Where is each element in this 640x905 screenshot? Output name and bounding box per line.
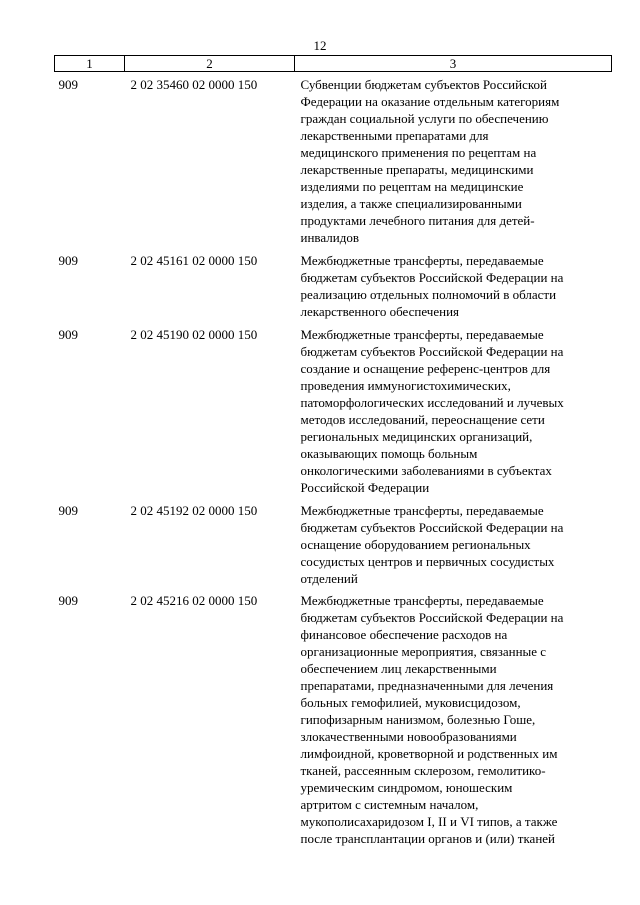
description-line: уремическим синдромом, юношеским xyxy=(300,780,513,795)
description-line: оснащение оборудованием региональных xyxy=(300,537,531,552)
description-line: лимфоидной, кроветворной и родственных им xyxy=(300,746,558,761)
column-header-1: 1 xyxy=(55,56,125,72)
description-cell xyxy=(295,320,612,496)
column-header-3: 3 xyxy=(295,56,612,72)
description-line: больных гемофилией, муковисцидозом, xyxy=(300,695,521,710)
description-line: тканей, рассеянным склерозом, гемолитико- xyxy=(300,763,546,778)
column-header-2: 2 xyxy=(125,56,295,72)
budget-classification-code-cell: 2 02 45192 02 0000 150 xyxy=(130,503,258,518)
description-line: Межбюджетные трансферты, передаваемые xyxy=(300,503,544,518)
description-line: граждан социальной услуги по обеспечению xyxy=(300,111,549,126)
description-line: отделений xyxy=(300,571,358,586)
description-line: лекарственного обеспечения xyxy=(300,304,460,319)
description-line: лекарственные препараты, медицинскими xyxy=(300,162,534,177)
description-line: бюджетам субъектов Российской Федерации на xyxy=(300,344,564,359)
description-line: организационные мероприятия, связанные с xyxy=(300,644,547,659)
description-cell xyxy=(295,246,612,320)
description-line: Федерации на оказание отдельным категориям xyxy=(300,94,560,109)
description-cell xyxy=(295,72,612,247)
page-number: 12 xyxy=(313,38,327,53)
description-line: препаратами, предназначенными для лечения xyxy=(300,678,554,693)
description-line: изделия, а также специализированными xyxy=(300,196,522,211)
description-line: бюджетам субъектов Российской Федерации на xyxy=(300,610,564,625)
description-line: артритом с системным началом, xyxy=(300,797,479,812)
description-line: оказывающих помощь больным xyxy=(300,446,478,461)
budget-classification-code-cell: 2 02 45190 02 0000 150 xyxy=(130,327,258,342)
budget-classification-code-cell: 2 02 45161 02 0000 150 xyxy=(130,253,258,268)
description-line: методов исследований, переоснащение сети xyxy=(300,412,545,427)
admin-code-cell: 909 xyxy=(58,327,78,342)
description-line: Межбюджетные трансферты, передаваемые xyxy=(300,327,544,342)
description-line: инвалидов xyxy=(300,230,359,245)
table-row xyxy=(55,246,612,320)
description-line: мукополисахаридозом I, II и VI типов, а также xyxy=(300,814,558,829)
budget-code-table xyxy=(54,55,612,847)
table-row xyxy=(55,320,612,496)
description-line: онкологическими заболеваниями в субъектах xyxy=(300,463,552,478)
description-line: реализацию отдельных полномочий в области xyxy=(300,287,557,302)
description-cell xyxy=(295,496,612,587)
description-line: гипофизарным нанизмом, болезнью Гоше, xyxy=(300,712,536,727)
description-line: финансовое обеспечение расходов на xyxy=(300,627,508,642)
admin-code-cell: 909 xyxy=(58,77,78,92)
table-body xyxy=(55,72,612,848)
admin-code-cell: 909 xyxy=(58,253,78,268)
description-line: бюджетам субъектов Российской Федерации на xyxy=(300,520,564,535)
admin-code-cell: 909 xyxy=(58,593,78,608)
description-line: Межбюджетные трансферты, передаваемые xyxy=(300,253,544,268)
budget-classification-code-cell: 2 02 35460 02 0000 150 xyxy=(130,77,258,92)
table-header-row xyxy=(55,56,612,72)
description-line: создание и оснащение референс-центров для xyxy=(300,361,551,376)
description-line: изделиями по рецептам на медицинские xyxy=(300,179,524,194)
table-row xyxy=(55,496,612,587)
description-line: проведения иммуногистохимических, xyxy=(300,378,511,393)
budget-classification-code-cell: 2 02 45216 02 0000 150 xyxy=(130,593,258,608)
description-line: Российской Федерации xyxy=(300,480,430,495)
admin-code-cell: 909 xyxy=(58,503,78,518)
description-line: злокачественными новообразованиями xyxy=(300,729,517,744)
description-line: Межбюджетные трансферты, передаваемые xyxy=(300,593,544,608)
table-row xyxy=(55,72,612,247)
description-line: продуктами лечебного питания для детей- xyxy=(300,213,535,228)
description-line: бюджетам субъектов Российской Федерации на xyxy=(300,270,564,285)
table-row xyxy=(55,587,612,847)
description-line: Субвенции бюджетам субъектов Российской xyxy=(300,77,547,92)
description-line: после трансплантации органов и (или) тканей xyxy=(300,831,556,846)
description-line: патоморфологических исследований и лучевых xyxy=(300,395,564,410)
description-line: сосудистых центров и первичных сосудистых xyxy=(300,554,555,569)
description-line: обеспечением лиц лекарственными xyxy=(300,661,497,676)
description-line: региональных медицинских организаций, xyxy=(300,429,533,444)
description-cell xyxy=(295,587,612,847)
description-line: лекарственными препаратами для xyxy=(300,128,489,143)
description-line: медицинского применения по рецептам на xyxy=(300,145,537,160)
